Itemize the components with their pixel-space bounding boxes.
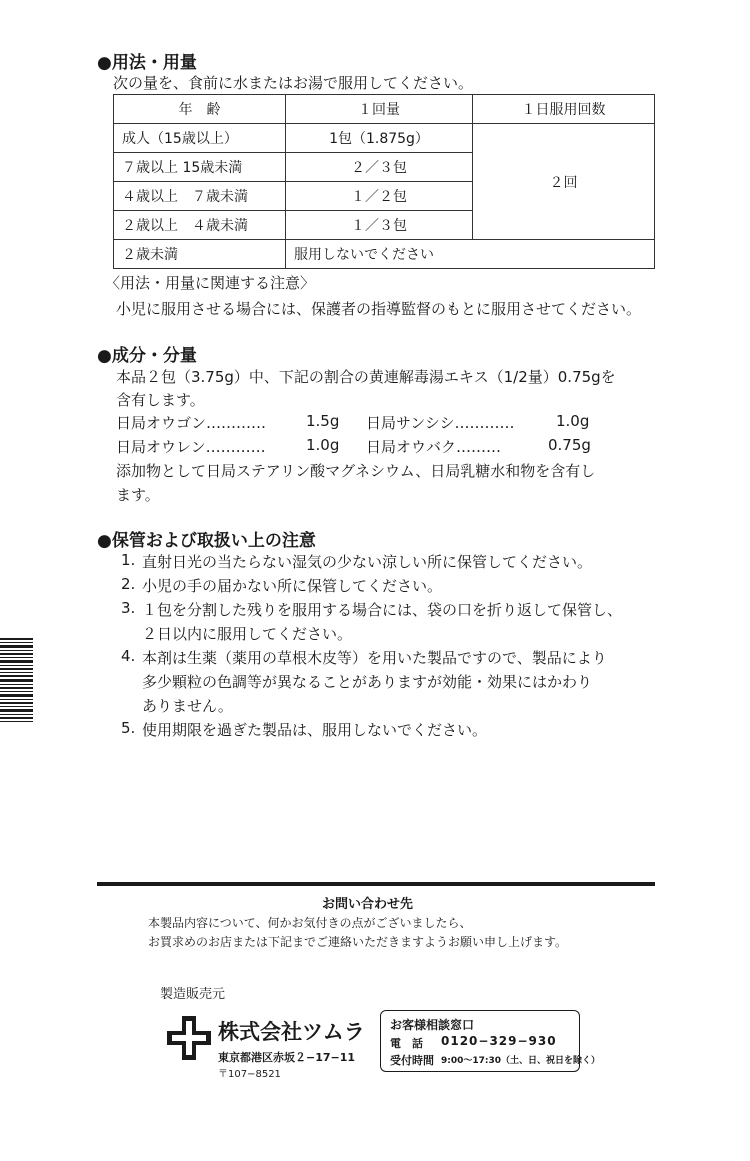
inquiry-title: お問い合わせ先 — [322, 897, 414, 912]
header-amount: １回量 — [286, 95, 473, 124]
list-number: 1. — [121, 551, 136, 569]
company-address: 東京都港区赤坂２−17−11 — [218, 1051, 356, 1064]
ingredient-amount: 1.0g — [306, 436, 340, 454]
ingredient-name: 日局サンシシ………… — [366, 414, 515, 432]
age-cell: 成人（15歳以上） — [114, 124, 286, 153]
amount-cell: １／２包 — [286, 182, 473, 211]
hours-label: 受付時間 — [390, 1054, 434, 1067]
list-item: 使用期限を過ぎた製品は、服用しないでください。 — [142, 721, 488, 739]
amount-cell: 服用しないでください — [286, 240, 655, 269]
ingredient-name: 日局オウレン………… — [116, 438, 266, 456]
list-item: 小児の手の届かない所に保管してください。 — [142, 577, 443, 595]
company-zip: 〒107−8521 — [218, 1069, 281, 1080]
list-number: 5. — [121, 719, 136, 737]
list-item-continued: ２日以内に服用してください。 — [142, 625, 353, 643]
times-cell: ２回 — [473, 124, 655, 240]
table-row — [114, 240, 655, 269]
list-item: 本剤は生薬（薬用の草根木皮等）を用いた製品ですので、製品により — [142, 649, 607, 667]
list-item: １包を分割した残りを服用する場合には、袋の口を折り返して保管し、 — [142, 601, 623, 619]
dosage-note-title: 〈用法・用量に関連する注意〉 — [105, 274, 316, 292]
age-cell: ２歳未満 — [114, 240, 286, 269]
additive-line2: ます。 — [116, 486, 160, 504]
contact-box — [380, 1010, 601, 1072]
age-cell: ７歳以上 15歳未満 — [114, 153, 286, 182]
hours-value: 9:00〜17:30（土、日、祝日を除く） — [441, 1056, 601, 1066]
storage-title: ●保管および取扱い上の注意 — [97, 531, 316, 551]
list-item-continued: ありません。 — [142, 697, 233, 715]
dosage-note-text: 小児に服用させる場合には、保護者の指導監督のもとに服用させてください。 — [116, 300, 642, 318]
dosage-title: ●用法・用量 — [97, 53, 197, 73]
age-cell: ２歳以上 ４歳未満 — [114, 211, 286, 240]
list-number: 4. — [121, 647, 136, 665]
inquiry-line1: 本製品内容について、何かお気付きの点がございましたら、 — [148, 916, 472, 930]
phone-number: 0120−329−930 — [441, 1034, 557, 1048]
amount-cell: 1包（1.875g） — [286, 124, 473, 153]
header-age: 年 齢 — [114, 95, 286, 124]
dosage-intro: 次の量を、食前に水またはお湯で服用してください。 — [113, 74, 474, 92]
amount-cell: ２／３包 — [286, 153, 473, 182]
list-item: 直射日光の当たらない湿気の少ない涼しい所に保管してください。 — [142, 553, 593, 571]
cross-logo-icon — [167, 1016, 211, 1060]
divider-rule — [97, 882, 655, 886]
table-row — [114, 124, 655, 153]
age-cell: ４歳以上 ７歳未満 — [114, 182, 286, 211]
inquiry-line2: お買求めのお店または下記までご連絡いただきますようお願い申し上げます。 — [148, 935, 568, 949]
contact-title: お客様相談窓口 — [390, 1018, 475, 1032]
maker-label: 製造販売元 — [160, 987, 226, 1002]
list-item-continued: 多少顆粒の色調等が異なることがありますが効能・効果にはかわり — [142, 673, 593, 691]
phone-label: 電 話 — [390, 1037, 423, 1050]
ingredient-amount: 0.75g — [548, 436, 591, 454]
list-number: 2. — [121, 575, 136, 593]
ingredients-title: ●成分・分量 — [97, 346, 197, 366]
ingredient-amount: 1.5g — [306, 412, 340, 430]
ingredients-line1: 本品２包（3.75g）中、下記の割合の黄連解毒湯エキス（1/2量）0.75gを — [116, 368, 616, 386]
amount-cell: １／３包 — [286, 211, 473, 240]
additive-line1: 添加物として日局ステアリン酸マグネシウム、日局乳糖水和物を含有し — [116, 462, 596, 480]
table-header-row — [114, 95, 655, 124]
dosage-table — [113, 94, 655, 269]
company-name: 株式会社ツムラ — [218, 1020, 365, 1044]
ingredient-name: 日局オウバク……… — [366, 438, 502, 456]
ingredient-name: 日局オウゴン………… — [116, 414, 267, 432]
list-number: 3. — [121, 599, 136, 617]
barcode-icon — [0, 638, 33, 722]
ingredients-line2: 含有します。 — [116, 391, 205, 409]
ingredient-amount: 1.0g — [556, 412, 590, 430]
header-times: １日服用回数 — [473, 95, 655, 124]
